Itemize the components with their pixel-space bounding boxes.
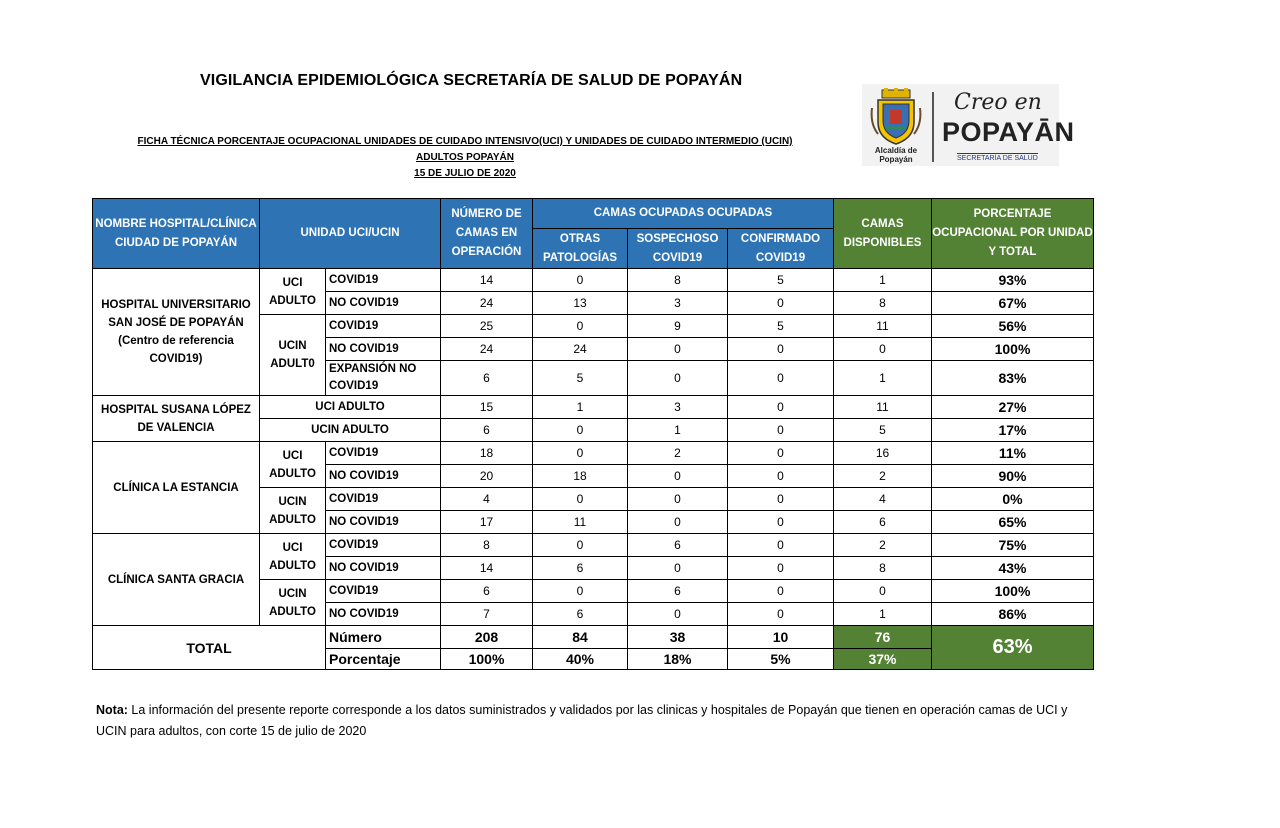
table-row <box>93 442 1094 465</box>
cell-disponibles: 1 <box>834 361 932 396</box>
cell-porcentaje: 90% <box>932 465 1094 488</box>
cell-confirmado: 0 <box>728 442 834 465</box>
subtitle-line-2: ADULTOS POPAYÁN <box>416 152 514 163</box>
hospital-name: CLÍNICA SANTA GRACIA <box>93 534 260 626</box>
cell-porcentaje: 100% <box>932 338 1094 361</box>
header-hospital: NOMBRE HOSPITAL/CLÍNICA CIUDAD DE POPAYÁN <box>93 199 260 269</box>
table-row <box>93 534 1094 557</box>
table-row <box>93 269 1094 292</box>
unit-name: UCI ADULTO <box>260 534 326 580</box>
cell-numero: 7 <box>441 603 533 626</box>
cell-disponibles: 5 <box>834 419 932 442</box>
cell-numero: 17 <box>441 511 533 534</box>
cell-confirmado: 5 <box>728 315 834 338</box>
cell-sospechoso: 8 <box>628 269 728 292</box>
total-label: TOTAL <box>93 626 326 670</box>
cell-confirmado: 0 <box>728 361 834 396</box>
logo-divider <box>932 92 934 162</box>
unit-name: UCI ADULTO <box>260 396 441 419</box>
unit-name: UCIN ADULT0 <box>260 315 326 396</box>
cell-numero: 20 <box>441 465 533 488</box>
cell-numero: 14 <box>441 557 533 580</box>
header-confirmado: CONFIRMADO COVID19 <box>728 229 834 269</box>
unit-name: UCI ADULTO <box>260 269 326 315</box>
cell-otras: 0 <box>533 315 628 338</box>
cell-porcentaje: 86% <box>932 603 1094 626</box>
cell-otras: 1 <box>533 396 628 419</box>
footnote-text: La información del presente reporte corresponde a los datos suministrados y validados por las clinicas y hospitales de Popayán que tienen en operación camas de UCI y UCIN para adultos, con corte 15 de julio de 2020 <box>96 703 1068 738</box>
cell-disponibles: 0 <box>834 338 932 361</box>
cell-confirmado: 0 <box>728 534 834 557</box>
cell-otras: 13 <box>533 292 628 315</box>
cell-disponibles: 11 <box>834 396 932 419</box>
cell-porcentaje: 56% <box>932 315 1094 338</box>
cell-otras: 0 <box>533 580 628 603</box>
cell-sospechoso: 0 <box>628 488 728 511</box>
total-otras: 84 <box>533 626 628 649</box>
cell-numero: 18 <box>441 442 533 465</box>
cell-numero: 14 <box>441 269 533 292</box>
cell-porcentaje: 100% <box>932 580 1094 603</box>
cell-porcentaje: 43% <box>932 557 1094 580</box>
cell-confirmado: 0 <box>728 338 834 361</box>
total-disponibles-pct: 37% <box>834 649 932 670</box>
cell-numero: 24 <box>441 292 533 315</box>
cell-otras: 18 <box>533 465 628 488</box>
cell-disponibles: 4 <box>834 488 932 511</box>
row-label: COVID19 <box>326 315 441 338</box>
cell-numero: 25 <box>441 315 533 338</box>
cell-numero: 6 <box>441 580 533 603</box>
cell-confirmado: 0 <box>728 580 834 603</box>
cell-disponibles: 8 <box>834 557 932 580</box>
unit-name: UCI ADULTO <box>260 442 326 488</box>
page-title: VIGILANCIA EPIDEMIOLÓGICA SECRETARÍA DE SALUD DE POPAYÁN <box>200 72 743 89</box>
cell-numero: 8 <box>441 534 533 557</box>
alcaldia-logo <box>862 84 1075 166</box>
cell-sospechoso: 3 <box>628 396 728 419</box>
row-label: NO COVID19 <box>326 465 441 488</box>
cell-confirmado: 0 <box>728 603 834 626</box>
cell-otras: 6 <box>533 603 628 626</box>
cell-otras: 11 <box>533 511 628 534</box>
cell-disponibles: 11 <box>834 315 932 338</box>
cell-disponibles: 2 <box>834 465 932 488</box>
header-unidad: UNIDAD UCI/UCIN <box>260 199 441 269</box>
cell-porcentaje: 17% <box>932 419 1094 442</box>
cell-porcentaje: 83% <box>932 361 1094 396</box>
cell-sospechoso: 0 <box>628 361 728 396</box>
unit-name: UCIN ADULTO <box>260 419 441 442</box>
header-porcentaje: PORCENTAJE OCUPACIONAL POR UNIDAD Y TOTAL <box>932 199 1094 269</box>
cell-numero: 4 <box>441 488 533 511</box>
cell-confirmado: 0 <box>728 465 834 488</box>
cell-confirmado: 0 <box>728 511 834 534</box>
creo-en-text: Creo en <box>954 90 1042 115</box>
coat-of-arms-icon <box>868 88 924 148</box>
cell-numero: 6 <box>441 361 533 396</box>
cell-numero: 15 <box>441 396 533 419</box>
total-otras-pct: 40% <box>533 649 628 670</box>
cell-sospechoso: 6 <box>628 534 728 557</box>
cell-confirmado: 0 <box>728 419 834 442</box>
total-numero-pct: 100% <box>441 649 533 670</box>
total-sospechoso: 38 <box>628 626 728 649</box>
unit-name: UCIN ADULTO <box>260 488 326 534</box>
cell-sospechoso: 0 <box>628 338 728 361</box>
subtitle-line-1: FICHA TÉCNICA PORCENTAJE OCUPACIONAL UNIDADES DE CUIDADO INTENSIVO(UCI) Y UNIDADES DE CUIDADO INTERMEDIO (UCIN) <box>137 136 793 147</box>
cell-confirmado: 0 <box>728 488 834 511</box>
cell-numero: 24 <box>441 338 533 361</box>
cell-sospechoso: 6 <box>628 580 728 603</box>
secretaria-text: SECRETARÍA DE SALUD <box>957 155 1038 162</box>
cell-disponibles: 0 <box>834 580 932 603</box>
header-camas-ocupadas: CAMAS OCUPADAS OCUPADAS <box>533 199 834 229</box>
cell-disponibles: 6 <box>834 511 932 534</box>
report-subtitle <box>110 134 820 182</box>
cell-otras: 0 <box>533 534 628 557</box>
cell-confirmado: 0 <box>728 396 834 419</box>
cell-disponibles: 8 <box>834 292 932 315</box>
total-sospechoso-pct: 18% <box>628 649 728 670</box>
row-label: COVID19 <box>326 269 441 292</box>
cell-sospechoso: 0 <box>628 557 728 580</box>
cell-sospechoso: 0 <box>628 603 728 626</box>
total-disponibles: 76 <box>834 626 932 649</box>
cell-otras: 0 <box>533 442 628 465</box>
cell-otras: 24 <box>533 338 628 361</box>
row-label: COVID19 <box>326 534 441 557</box>
table-row <box>93 396 1094 419</box>
header-otras-patologias: OTRAS PATOLOGÍAS <box>533 229 628 269</box>
total-porcentaje-label: Porcentaje <box>326 649 441 670</box>
header-sospechoso: SOSPECHOSO COVID19 <box>628 229 728 269</box>
row-label: NO COVID19 <box>326 338 441 361</box>
popayan-text: POPAYĀN <box>942 117 1075 147</box>
total-confirmado-pct: 5% <box>728 649 834 670</box>
row-label: NO COVID19 <box>326 603 441 626</box>
row-label: EXPANSIÓN NO COVID19 <box>326 361 441 396</box>
cell-numero: 6 <box>441 419 533 442</box>
hospital-name: CLÍNICA LA ESTANCIA <box>93 442 260 534</box>
header-numero-camas: NÚMERO DE CAMAS EN OPERACIÓN <box>441 199 533 269</box>
cell-confirmado: 5 <box>728 269 834 292</box>
row-label: COVID19 <box>326 442 441 465</box>
cell-porcentaje: 11% <box>932 442 1094 465</box>
header-camas-disponibles: CAMAS DISPONIBLES <box>834 199 932 269</box>
cell-porcentaje: 27% <box>932 396 1094 419</box>
cell-sospechoso: 1 <box>628 419 728 442</box>
cell-disponibles: 1 <box>834 269 932 292</box>
cell-porcentaje: 75% <box>932 534 1094 557</box>
hospital-name: HOSPITAL SUSANA LÓPEZ DE VALENCIA <box>93 396 260 442</box>
cell-disponibles: 1 <box>834 603 932 626</box>
total-numero-label: Número <box>326 626 441 649</box>
alcaldia-text: Alcaldía de Popayán <box>874 146 918 164</box>
unit-name: UCIN ADULTO <box>260 580 326 626</box>
hospital-name: HOSPITAL UNIVERSITARIO SAN JOSÉ DE POPAYÁN (Centro de referencia COVID19) <box>93 269 260 396</box>
row-label: COVID19 <box>326 580 441 603</box>
cell-sospechoso: 2 <box>628 442 728 465</box>
cell-confirmado: 0 <box>728 292 834 315</box>
cell-porcentaje: 67% <box>932 292 1094 315</box>
total-number-row <box>93 626 1094 649</box>
footnote <box>96 700 1076 742</box>
row-label: NO COVID19 <box>326 557 441 580</box>
cell-sospechoso: 9 <box>628 315 728 338</box>
total-porcentaje: 63% <box>932 626 1094 670</box>
cell-porcentaje: 93% <box>932 269 1094 292</box>
cell-otras: 0 <box>533 488 628 511</box>
row-label: COVID19 <box>326 488 441 511</box>
row-label: NO COVID19 <box>326 511 441 534</box>
total-confirmado: 10 <box>728 626 834 649</box>
cell-otras: 0 <box>533 269 628 292</box>
cell-otras: 6 <box>533 557 628 580</box>
cell-disponibles: 2 <box>834 534 932 557</box>
cell-otras: 5 <box>533 361 628 396</box>
cell-otras: 0 <box>533 419 628 442</box>
cell-porcentaje: 0% <box>932 488 1094 511</box>
total-numero: 208 <box>441 626 533 649</box>
cell-sospechoso: 0 <box>628 511 728 534</box>
subtitle-line-3: 15 DE JULIO DE 2020 <box>414 168 516 179</box>
cell-sospechoso: 0 <box>628 465 728 488</box>
row-label: NO COVID19 <box>326 292 441 315</box>
footnote-label: Nota: <box>96 703 128 717</box>
cell-disponibles: 16 <box>834 442 932 465</box>
cell-porcentaje: 65% <box>932 511 1094 534</box>
cell-sospechoso: 3 <box>628 292 728 315</box>
occupancy-table <box>92 198 1094 670</box>
cell-confirmado: 0 <box>728 557 834 580</box>
